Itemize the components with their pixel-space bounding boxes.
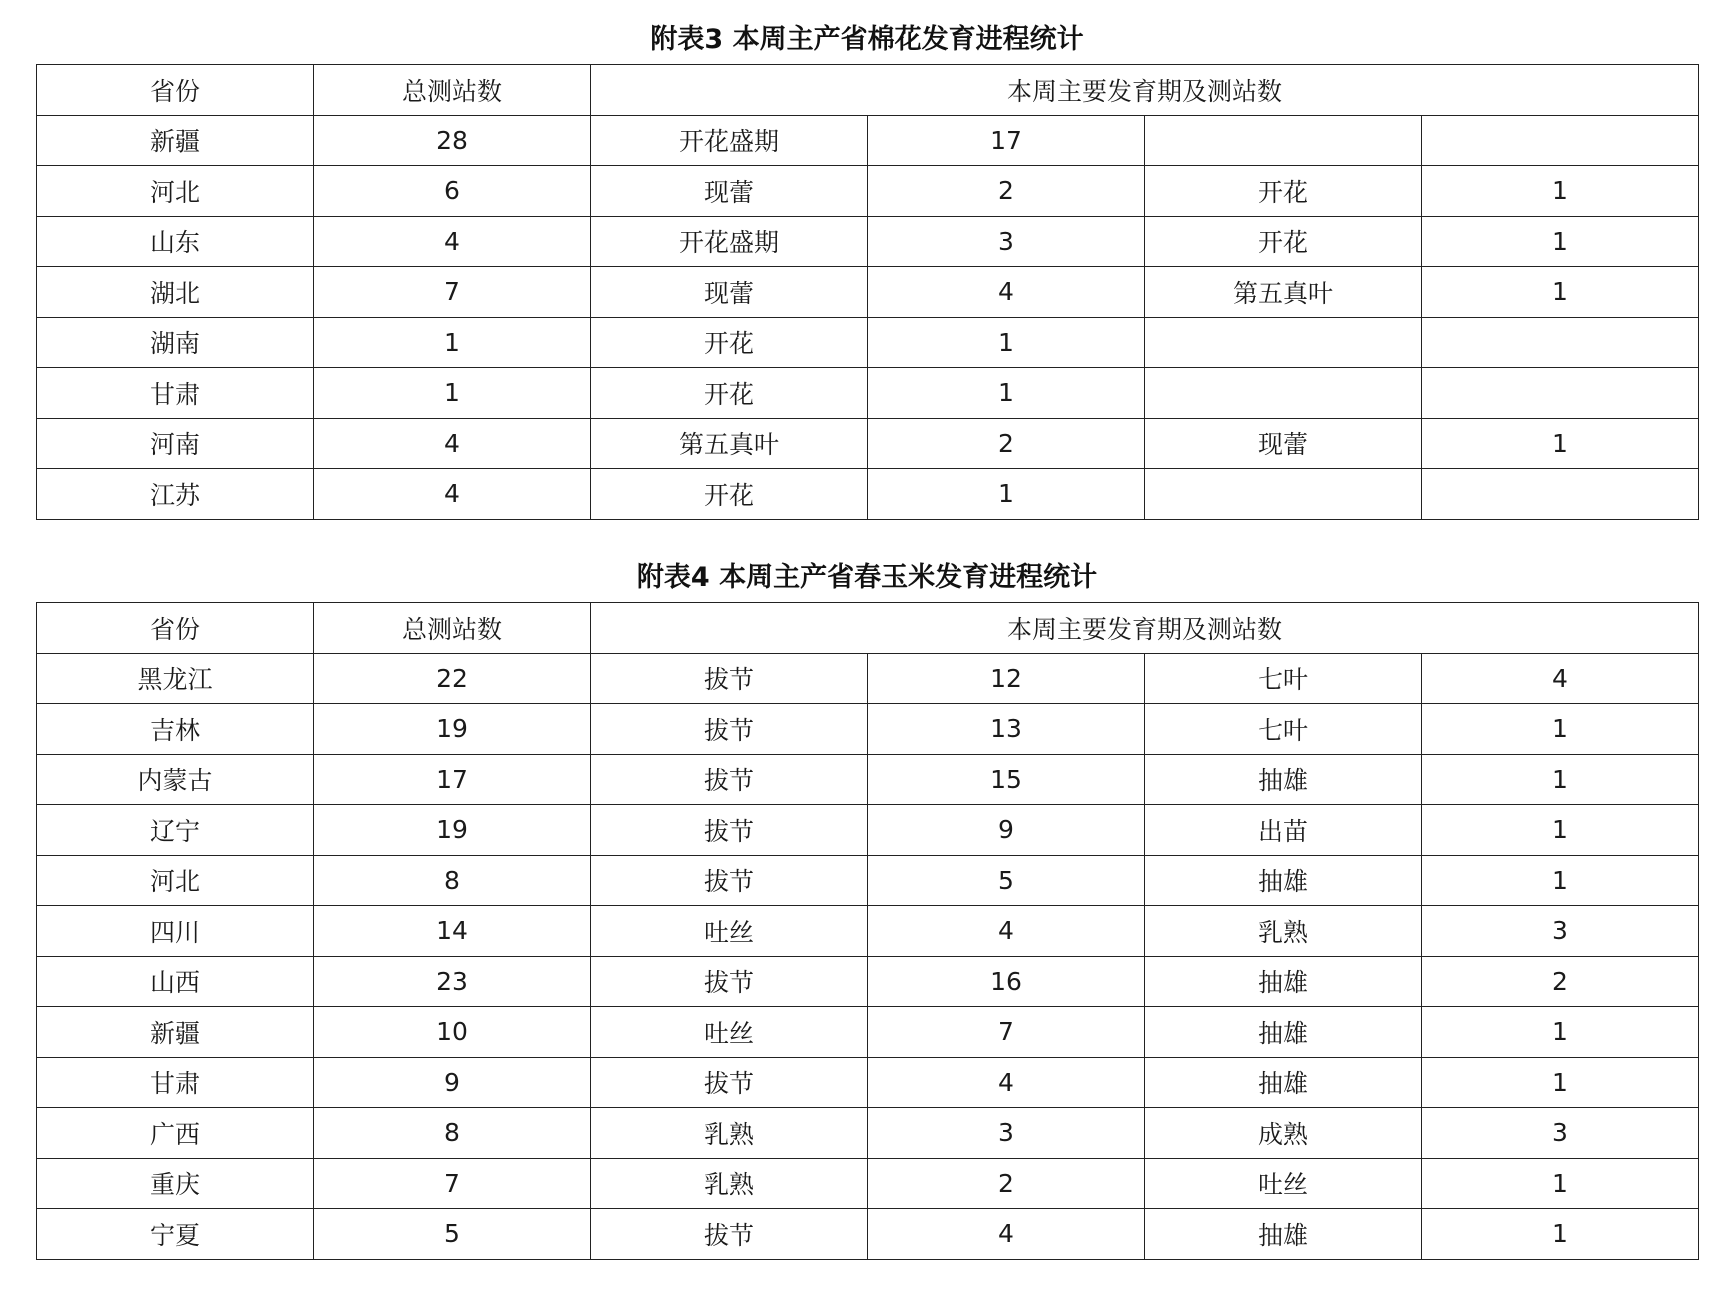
total-stations-cell: 22 bbox=[314, 653, 591, 704]
stage1-count-cell: 4 bbox=[868, 906, 1145, 957]
table-row bbox=[37, 317, 1699, 368]
province-cell: 江苏 bbox=[37, 469, 314, 520]
stage2-count-cell: 1 bbox=[1422, 855, 1699, 906]
total-stations-cell: 6 bbox=[314, 166, 591, 217]
stage2-count-cell: 1 bbox=[1422, 418, 1699, 469]
stage1-cell: 拔节 bbox=[591, 805, 868, 856]
stage1-cell: 拔节 bbox=[591, 855, 868, 906]
stage1-count-cell: 2 bbox=[868, 1158, 1145, 1209]
stage1-cell: 开花 bbox=[591, 368, 868, 419]
total-stations-cell: 7 bbox=[314, 267, 591, 318]
stage2-cell: 成熟 bbox=[1145, 1108, 1422, 1159]
stage2-cell: 抽雄 bbox=[1145, 1007, 1422, 1058]
province-cell: 广西 bbox=[37, 1108, 314, 1159]
province-cell: 黑龙江 bbox=[37, 653, 314, 704]
province-cell: 河北 bbox=[37, 855, 314, 906]
table-row bbox=[37, 368, 1699, 419]
stage1-cell: 拔节 bbox=[591, 1057, 868, 1108]
province-cell: 甘肃 bbox=[37, 1057, 314, 1108]
stage2-cell: 抽雄 bbox=[1145, 956, 1422, 1007]
stage1-cell: 拔节 bbox=[591, 1209, 868, 1260]
table-row bbox=[37, 1209, 1699, 1260]
total-stations-cell: 23 bbox=[314, 956, 591, 1007]
stage2-cell: 出苗 bbox=[1145, 805, 1422, 856]
stage2-count-cell: 3 bbox=[1422, 906, 1699, 957]
stage1-cell: 第五真叶 bbox=[591, 418, 868, 469]
stage1-count-cell: 4 bbox=[868, 1209, 1145, 1260]
province-cell: 湖北 bbox=[37, 267, 314, 318]
total-stations-cell: 19 bbox=[314, 704, 591, 755]
header-row bbox=[37, 603, 1699, 654]
header-stages: 本周主要发育期及测站数 bbox=[591, 65, 1699, 116]
province-cell: 山东 bbox=[37, 216, 314, 267]
stage2-cell: 开花 bbox=[1145, 166, 1422, 217]
total-stations-cell: 1 bbox=[314, 317, 591, 368]
stage2-count-cell: 1 bbox=[1422, 754, 1699, 805]
total-stations-cell: 28 bbox=[314, 115, 591, 166]
spring-corn-development-table bbox=[36, 602, 1699, 1260]
stage1-cell: 拔节 bbox=[591, 754, 868, 805]
stage2-cell: 抽雄 bbox=[1145, 754, 1422, 805]
table-row bbox=[37, 754, 1699, 805]
total-stations-cell: 19 bbox=[314, 805, 591, 856]
table-row bbox=[37, 166, 1699, 217]
stage2-count-cell bbox=[1422, 368, 1699, 419]
table-row bbox=[37, 1108, 1699, 1159]
stage2-cell: 抽雄 bbox=[1145, 855, 1422, 906]
stage2-cell: 抽雄 bbox=[1145, 1209, 1422, 1260]
stage1-cell: 拔节 bbox=[591, 956, 868, 1007]
stage2-count-cell: 1 bbox=[1422, 216, 1699, 267]
stage1-count-cell: 7 bbox=[868, 1007, 1145, 1058]
total-stations-cell: 10 bbox=[314, 1007, 591, 1058]
stage1-cell: 乳熟 bbox=[591, 1108, 868, 1159]
stage2-count-cell: 1 bbox=[1422, 805, 1699, 856]
stage1-cell: 开花盛期 bbox=[591, 115, 868, 166]
stage2-count-cell bbox=[1422, 317, 1699, 368]
stage1-cell: 拔节 bbox=[591, 653, 868, 704]
header-stages: 本周主要发育期及测站数 bbox=[591, 603, 1699, 654]
total-stations-cell: 1 bbox=[314, 368, 591, 419]
total-stations-cell: 4 bbox=[314, 216, 591, 267]
stage2-count-cell: 1 bbox=[1422, 166, 1699, 217]
stage1-count-cell: 4 bbox=[868, 267, 1145, 318]
stage1-cell: 现蕾 bbox=[591, 267, 868, 318]
stage1-count-cell: 1 bbox=[868, 317, 1145, 368]
stage2-cell: 乳熟 bbox=[1145, 906, 1422, 957]
stage2-count-cell bbox=[1422, 469, 1699, 520]
province-cell: 河南 bbox=[37, 418, 314, 469]
stage1-cell: 乳熟 bbox=[591, 1158, 868, 1209]
stage2-count-cell: 3 bbox=[1422, 1108, 1699, 1159]
stage2-cell bbox=[1145, 317, 1422, 368]
total-stations-cell: 17 bbox=[314, 754, 591, 805]
total-stations-cell: 7 bbox=[314, 1158, 591, 1209]
table-row bbox=[37, 216, 1699, 267]
stage1-count-cell: 17 bbox=[868, 115, 1145, 166]
total-stations-cell: 8 bbox=[314, 1108, 591, 1159]
stage1-count-cell: 1 bbox=[868, 469, 1145, 520]
cotton-development-table bbox=[36, 64, 1699, 520]
stage1-count-cell: 15 bbox=[868, 754, 1145, 805]
stage2-count-cell: 1 bbox=[1422, 1007, 1699, 1058]
province-cell: 吉林 bbox=[37, 704, 314, 755]
stage2-cell bbox=[1145, 115, 1422, 166]
stage1-cell: 开花 bbox=[591, 317, 868, 368]
stage1-cell: 吐丝 bbox=[591, 1007, 868, 1058]
province-cell: 重庆 bbox=[37, 1158, 314, 1209]
table3-title: 附表3 本周主产省棉花发育进程统计 bbox=[650, 24, 1084, 55]
province-cell: 宁夏 bbox=[37, 1209, 314, 1260]
stage2-count-cell bbox=[1422, 115, 1699, 166]
stage1-count-cell: 2 bbox=[868, 418, 1145, 469]
stage2-count-cell: 1 bbox=[1422, 704, 1699, 755]
province-cell: 湖南 bbox=[37, 317, 314, 368]
stage2-cell: 七叶 bbox=[1145, 653, 1422, 704]
stage1-count-cell: 12 bbox=[868, 653, 1145, 704]
total-stations-cell: 5 bbox=[314, 1209, 591, 1260]
stage2-count-cell: 1 bbox=[1422, 267, 1699, 318]
stage1-cell: 现蕾 bbox=[591, 166, 868, 217]
stage2-cell: 现蕾 bbox=[1145, 418, 1422, 469]
total-stations-cell: 4 bbox=[314, 418, 591, 469]
table-row bbox=[37, 956, 1699, 1007]
total-stations-cell: 8 bbox=[314, 855, 591, 906]
stage2-cell bbox=[1145, 469, 1422, 520]
total-stations-cell: 14 bbox=[314, 906, 591, 957]
stage2-count-cell: 1 bbox=[1422, 1057, 1699, 1108]
table4-title: 附表4 本周主产省春玉米发育进程统计 bbox=[636, 562, 1098, 593]
province-cell: 四川 bbox=[37, 906, 314, 957]
stage2-cell: 七叶 bbox=[1145, 704, 1422, 755]
header-total-stations: 总测站数 bbox=[314, 65, 591, 116]
province-cell: 河北 bbox=[37, 166, 314, 217]
stage1-count-cell: 9 bbox=[868, 805, 1145, 856]
table-row bbox=[37, 653, 1699, 704]
stage2-count-cell: 2 bbox=[1422, 956, 1699, 1007]
table-row bbox=[37, 805, 1699, 856]
stage1-cell: 拔节 bbox=[591, 704, 868, 755]
stage2-count-cell: 4 bbox=[1422, 653, 1699, 704]
table-row bbox=[37, 267, 1699, 318]
province-cell: 新疆 bbox=[37, 1007, 314, 1058]
stage1-count-cell: 3 bbox=[868, 1108, 1145, 1159]
table-row bbox=[37, 469, 1699, 520]
stage2-cell: 抽雄 bbox=[1145, 1057, 1422, 1108]
stage1-count-cell: 3 bbox=[868, 216, 1145, 267]
table-row bbox=[37, 855, 1699, 906]
province-cell: 新疆 bbox=[37, 115, 314, 166]
stage1-count-cell: 1 bbox=[868, 368, 1145, 419]
stage1-count-cell: 2 bbox=[868, 166, 1145, 217]
header-total-stations: 总测站数 bbox=[314, 603, 591, 654]
header-row bbox=[37, 65, 1699, 116]
table-row bbox=[37, 1057, 1699, 1108]
stage2-cell bbox=[1145, 368, 1422, 419]
province-cell: 山西 bbox=[37, 956, 314, 1007]
table-row bbox=[37, 1158, 1699, 1209]
province-cell: 内蒙古 bbox=[37, 754, 314, 805]
stage2-cell: 开花 bbox=[1145, 216, 1422, 267]
stage1-cell: 开花盛期 bbox=[591, 216, 868, 267]
stage2-cell: 吐丝 bbox=[1145, 1158, 1422, 1209]
header-province: 省份 bbox=[37, 65, 314, 116]
total-stations-cell: 9 bbox=[314, 1057, 591, 1108]
province-cell: 辽宁 bbox=[37, 805, 314, 856]
table-row bbox=[37, 418, 1699, 469]
header-province: 省份 bbox=[37, 603, 314, 654]
stage1-count-cell: 4 bbox=[868, 1057, 1145, 1108]
stage1-count-cell: 16 bbox=[868, 956, 1145, 1007]
table-row bbox=[37, 704, 1699, 755]
stage2-count-cell: 1 bbox=[1422, 1158, 1699, 1209]
stage1-cell: 开花 bbox=[591, 469, 868, 520]
total-stations-cell: 4 bbox=[314, 469, 591, 520]
table-row bbox=[37, 115, 1699, 166]
table-row bbox=[37, 1007, 1699, 1058]
stage1-count-cell: 13 bbox=[868, 704, 1145, 755]
stage2-count-cell: 1 bbox=[1422, 1209, 1699, 1260]
stage1-count-cell: 5 bbox=[868, 855, 1145, 906]
province-cell: 甘肃 bbox=[37, 368, 314, 419]
table-row bbox=[37, 906, 1699, 957]
stage1-cell: 吐丝 bbox=[591, 906, 868, 957]
stage2-cell: 第五真叶 bbox=[1145, 267, 1422, 318]
